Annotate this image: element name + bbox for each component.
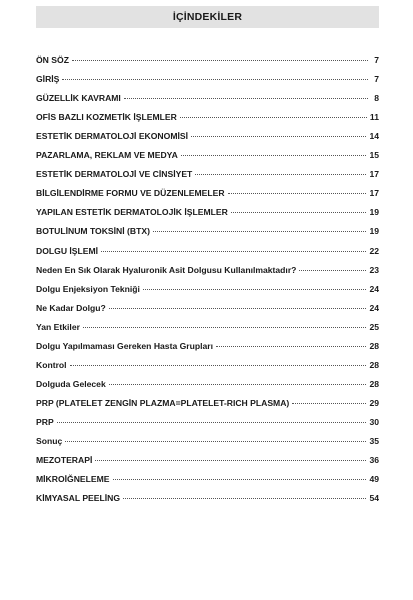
toc-entry[interactable] <box>36 122 379 141</box>
table-of-contents <box>36 46 379 503</box>
page-title: İÇİNDEKİLER <box>172 11 243 23</box>
toc-entry-page-number: 22 <box>369 245 379 256</box>
toc-entry[interactable] <box>36 484 379 503</box>
toc-entry-page-number: 36 <box>369 455 379 466</box>
toc-entry[interactable] <box>36 84 379 103</box>
toc-entry[interactable] <box>36 313 379 332</box>
toc-entry-label: DOLGU İŞLEMİ <box>36 245 99 256</box>
dot-leader <box>101 251 366 252</box>
toc-entry-page-number: 54 <box>369 493 379 504</box>
dot-leader <box>181 155 367 156</box>
toc-entry-page-number: 28 <box>369 359 379 370</box>
dot-leader <box>143 289 367 290</box>
toc-entry-page-number: 19 <box>369 207 379 218</box>
toc-entry[interactable] <box>36 198 379 217</box>
toc-entry-label: YAPILAN ESTETİK DERMATOLOJİK İŞLEMLER <box>36 207 228 218</box>
toc-entry[interactable] <box>36 179 379 198</box>
toc-entry-label: Dolguda Gelecek <box>36 378 106 389</box>
toc-entry-page-number: 24 <box>369 302 379 313</box>
toc-entry[interactable] <box>36 389 379 408</box>
toc-entry-label: Sonuç <box>36 435 63 446</box>
toc-entry-label: Dolgu Enjeksiyon Tekniği <box>36 283 140 294</box>
dot-leader <box>62 79 368 80</box>
dot-leader <box>95 460 366 461</box>
dot-leader <box>72 60 368 61</box>
dot-leader <box>123 498 366 499</box>
toc-entry[interactable] <box>36 351 379 370</box>
toc-entry-page-number: 49 <box>369 474 379 485</box>
toc-entry-page-number: 25 <box>369 321 379 332</box>
dot-leader <box>124 98 368 99</box>
toc-entry-page-number: 7 <box>374 55 379 66</box>
toc-entry-label: Kontrol <box>36 359 67 370</box>
toc-entry-label: ÖN SÖZ <box>36 55 69 66</box>
toc-entry-label: PRP (PLATELET ZENGİN PLAZMA=PLATELET-RICH PLASMA) <box>36 397 290 408</box>
toc-entry-page-number: 8 <box>374 93 379 104</box>
dot-leader <box>83 327 366 328</box>
toc-entry-label: Ne Kadar Dolgu? <box>36 302 106 313</box>
toc-entry-page-number: 30 <box>369 416 379 427</box>
toc-entry-label: OFİS BAZLI KOZMETİK İŞLEMLER <box>36 112 177 123</box>
toc-entry-label: ESTETİK DERMATOLOJİ VE CİNSİYET <box>36 169 193 180</box>
toc-entry[interactable] <box>36 65 379 84</box>
toc-entry[interactable] <box>36 141 379 160</box>
toc-entry[interactable] <box>36 256 379 275</box>
dot-leader <box>228 193 367 194</box>
dot-leader <box>153 231 366 232</box>
toc-entry[interactable] <box>36 46 379 65</box>
toc-entry[interactable] <box>36 427 379 446</box>
dot-leader <box>65 441 366 442</box>
dot-leader <box>216 346 366 347</box>
dot-leader <box>109 384 367 385</box>
dot-leader <box>180 117 367 118</box>
toc-entry-page-number: 29 <box>369 397 379 408</box>
dot-leader <box>299 270 366 271</box>
toc-entry[interactable] <box>36 408 379 427</box>
toc-entry[interactable] <box>36 446 379 465</box>
toc-entry-page-number: 23 <box>369 264 379 275</box>
toc-entry[interactable] <box>36 465 379 484</box>
toc-entry[interactable] <box>36 332 379 351</box>
dot-leader <box>70 365 367 366</box>
toc-entry-label: PAZARLAMA, REKLAM VE MEDYA <box>36 150 178 161</box>
dot-leader <box>191 136 366 137</box>
toc-entry-label: Neden En Sık Olarak Hyaluronik Asit Dolgusu Kullanılmaktadır? <box>36 264 297 275</box>
toc-entry-label: GÜZELLİK KAVRAMI <box>36 93 121 104</box>
dot-leader <box>57 422 367 423</box>
toc-entry-page-number: 11 <box>369 112 379 123</box>
toc-entry-label: MİKROİĞNELEME <box>36 474 110 485</box>
dot-leader <box>231 212 367 213</box>
toc-entry[interactable] <box>36 294 379 313</box>
dot-leader <box>109 308 367 309</box>
toc-entry-page-number: 17 <box>369 169 379 180</box>
toc-entry-label: Dolgu Yapılmaması Gereken Hasta Grupları <box>36 340 214 351</box>
toc-entry-label: PRP <box>36 416 54 427</box>
toc-entry-page-number: 28 <box>369 378 379 389</box>
toc-entry-page-number: 35 <box>369 435 379 446</box>
toc-entry[interactable] <box>36 160 379 179</box>
toc-entry[interactable] <box>36 217 379 236</box>
toc-entry-page-number: 28 <box>369 340 379 351</box>
toc-entry-page-number: 17 <box>369 188 379 199</box>
toc-header-bar <box>36 6 379 28</box>
toc-entry[interactable] <box>36 370 379 389</box>
toc-entry-page-number: 7 <box>374 74 379 85</box>
toc-entry-page-number: 19 <box>369 226 379 237</box>
toc-entry-label: BOTULİNUM TOKSİNİ (BTX) <box>36 226 150 237</box>
dot-leader <box>195 174 366 175</box>
toc-entry-label: GİRİŞ <box>36 74 60 85</box>
toc-entry-label: Yan Etkiler <box>36 321 80 332</box>
toc-entry-label: BİLGİLENDİRME FORMU VE DÜZENLEMELER <box>36 188 225 199</box>
toc-entry[interactable] <box>36 103 379 122</box>
toc-entry[interactable] <box>36 236 379 255</box>
toc-entry-page-number: 14 <box>369 131 379 142</box>
toc-entry[interactable] <box>36 275 379 294</box>
toc-entry-label: MEZOTERAPİ <box>36 455 93 466</box>
dot-leader <box>113 479 367 480</box>
toc-entry-page-number: 15 <box>369 150 379 161</box>
toc-entry-label: KİMYASAL PEELİNG <box>36 493 121 504</box>
toc-entry-label: ESTETİK DERMATOLOJİ EKONOMİSİ <box>36 131 188 142</box>
toc-entry-page-number: 24 <box>369 283 379 294</box>
dot-leader <box>292 403 366 404</box>
